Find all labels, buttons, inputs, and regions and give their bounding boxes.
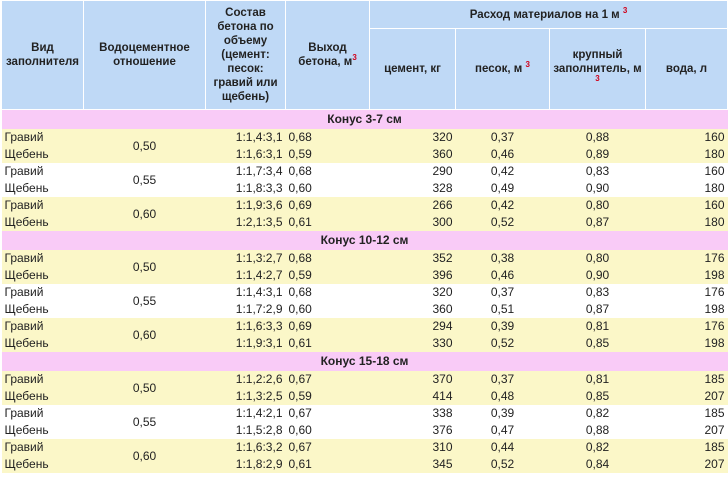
cell-cement: 330 xyxy=(370,335,456,352)
cell-yield: 0,68 xyxy=(286,250,370,267)
cell-mix: 1:1,6:3,3 xyxy=(206,318,286,335)
cell-sand: 0,42 xyxy=(456,163,550,180)
cell-yield: 0,67 xyxy=(286,439,370,456)
cell-water: 207 xyxy=(646,456,728,473)
cell-coarse: 0,85 xyxy=(550,388,646,405)
cell-cement: 338 xyxy=(370,405,456,422)
table-row xyxy=(2,439,728,456)
cell-sand: 0,48 xyxy=(456,388,550,405)
cell-sand: 0,51 xyxy=(456,301,550,318)
cell-wc-ratio: 0,50 xyxy=(84,250,206,284)
cell-type: Гравий xyxy=(2,371,84,388)
cell-type: Щебень xyxy=(2,180,84,197)
cell-coarse: 0,84 xyxy=(550,456,646,473)
cell-cement: 320 xyxy=(370,284,456,301)
cell-mix: 1:1,7:3,4 xyxy=(206,163,286,180)
cell-cement: 310 xyxy=(370,439,456,456)
cell-yield: 0,68 xyxy=(286,129,370,146)
cell-mix: 1:1,3:2,7 xyxy=(206,250,286,267)
cell-yield: 0,59 xyxy=(286,388,370,405)
cell-mix: 1:1,9:3,1 xyxy=(206,335,286,352)
cell-water: 207 xyxy=(646,388,728,405)
cell-sand: 0,39 xyxy=(456,405,550,422)
header-yield: Выход бетона, $м^3$ xyxy=(286,1,370,110)
cell-mix: 1:1,2:2,6 xyxy=(206,371,286,388)
cell-yield: 0,60 xyxy=(286,301,370,318)
cell-cement: 352 xyxy=(370,250,456,267)
cell-cement: 320 xyxy=(370,129,456,146)
cell-water: 160 xyxy=(646,163,728,180)
cell-yield: 0,69 xyxy=(286,197,370,214)
cell-wc-ratio: 0,55 xyxy=(84,163,206,197)
cell-water: 185 xyxy=(646,439,728,456)
cell-mix: 1:1,4:2,7 xyxy=(206,267,286,284)
cell-coarse: 0,80 xyxy=(550,250,646,267)
cell-type: Щебень xyxy=(2,267,84,284)
cell-sand: 0,46 xyxy=(456,146,550,163)
cell-yield: 0,67 xyxy=(286,405,370,422)
cell-water: 198 xyxy=(646,267,728,284)
header-wc-ratio: Водоцементное отношение xyxy=(84,1,206,110)
cell-water: 176 xyxy=(646,284,728,301)
cell-cement: 294 xyxy=(370,318,456,335)
section-header xyxy=(2,231,728,250)
header-cement: цемент, кг xyxy=(370,29,456,110)
cell-type: Гравий xyxy=(2,250,84,267)
cell-sand: 0,47 xyxy=(456,422,550,439)
cell-cement: 360 xyxy=(370,301,456,318)
cell-water: 207 xyxy=(646,422,728,439)
cell-yield: 0,60 xyxy=(286,422,370,439)
cell-mix: 1:1,7:2,9 xyxy=(206,301,286,318)
cell-cement: 345 xyxy=(370,456,456,473)
cell-water: 180 xyxy=(646,180,728,197)
cell-cement: 266 xyxy=(370,197,456,214)
cell-cement: 376 xyxy=(370,422,456,439)
table-row xyxy=(2,197,728,214)
cell-water: 198 xyxy=(646,335,728,352)
header-materials-group: Расход материалов на 1 м $^3$ xyxy=(370,1,728,29)
cell-cement: 396 xyxy=(370,267,456,284)
cell-coarse: 0,87 xyxy=(550,301,646,318)
header-type: Вид заполнителя xyxy=(2,1,84,110)
cell-sand: 0,52 xyxy=(456,335,550,352)
cell-cement: 360 xyxy=(370,146,456,163)
cell-sand: 0,52 xyxy=(456,214,550,231)
cell-coarse: 0,87 xyxy=(550,214,646,231)
cell-yield: 0,61 xyxy=(286,456,370,473)
cell-type: Щебень xyxy=(2,146,84,163)
cell-mix: 1:1,6:3,1 xyxy=(206,146,286,163)
cell-type: Щебень xyxy=(2,335,84,352)
cell-water: 176 xyxy=(646,250,728,267)
cell-wc-ratio: 0,50 xyxy=(84,371,206,405)
cell-mix: 1:1,4:2,1 xyxy=(206,405,286,422)
table-row xyxy=(2,318,728,335)
section-title: Конус 10-12 см xyxy=(2,231,728,250)
cell-type: Гравий xyxy=(2,284,84,301)
cell-yield: 0,59 xyxy=(286,267,370,284)
cell-yield: 0,68 xyxy=(286,284,370,301)
cell-sand: 0,37 xyxy=(456,371,550,388)
cell-water: 185 xyxy=(646,371,728,388)
cell-water: 185 xyxy=(646,405,728,422)
cell-yield: 0,61 xyxy=(286,214,370,231)
cell-cement: 290 xyxy=(370,163,456,180)
cell-type: Щебень xyxy=(2,301,84,318)
cell-coarse: 0,80 xyxy=(550,197,646,214)
cell-cement: 370 xyxy=(370,371,456,388)
section-header xyxy=(2,352,728,371)
cell-cement: 414 xyxy=(370,388,456,405)
cell-type: Щебень xyxy=(2,422,84,439)
header-sand: песок, м $^3$ xyxy=(456,29,550,110)
cell-sand: 0,38 xyxy=(456,250,550,267)
table-row xyxy=(2,284,728,301)
table-row xyxy=(2,250,728,267)
cell-coarse: 0,88 xyxy=(550,422,646,439)
cell-coarse: 0,89 xyxy=(550,146,646,163)
cell-water: 198 xyxy=(646,301,728,318)
cell-water: 160 xyxy=(646,129,728,146)
cell-type: Гравий xyxy=(2,197,84,214)
cell-water: 180 xyxy=(646,214,728,231)
header-water: вода, л xyxy=(646,29,728,110)
cell-yield: 0,61 xyxy=(286,335,370,352)
section-title: Конус 3-7 см xyxy=(2,110,728,130)
cell-yield: 0,68 xyxy=(286,163,370,180)
cell-type: Гравий xyxy=(2,439,84,456)
cell-water: 180 xyxy=(646,146,728,163)
cell-mix: 1:1,4:3,1 xyxy=(206,129,286,146)
cell-coarse: 0,83 xyxy=(550,284,646,301)
cell-wc-ratio: 0,55 xyxy=(84,284,206,318)
cell-wc-ratio: 0,60 xyxy=(84,318,206,352)
cell-wc-ratio: 0,55 xyxy=(84,405,206,439)
section-title: Конус 15-18 см xyxy=(2,352,728,371)
cell-cement: 328 xyxy=(370,180,456,197)
cell-type: Гравий xyxy=(2,318,84,335)
concrete-mix-table xyxy=(1,0,728,473)
cell-coarse: 0,90 xyxy=(550,180,646,197)
cell-mix: 1:1,4:3,1 xyxy=(206,284,286,301)
cell-sand: 0,42 xyxy=(456,197,550,214)
cell-wc-ratio: 0,50 xyxy=(84,129,206,163)
cell-coarse: 0,90 xyxy=(550,267,646,284)
cell-water: 160 xyxy=(646,197,728,214)
table-row xyxy=(2,405,728,422)
cell-yield: 0,67 xyxy=(286,371,370,388)
cell-sand: 0,46 xyxy=(456,267,550,284)
section-header xyxy=(2,110,728,130)
cell-sand: 0,49 xyxy=(456,180,550,197)
cell-type: Гравий xyxy=(2,163,84,180)
cell-mix: 1:1,6:3,2 xyxy=(206,439,286,456)
cell-sand: 0,44 xyxy=(456,439,550,456)
cell-mix: 1:1,8:3,3 xyxy=(206,180,286,197)
header-coarse: крупный заполнитель, м $^3$ xyxy=(550,29,646,110)
cell-sand: 0,52 xyxy=(456,456,550,473)
cell-mix: 1:1,3:2,5 xyxy=(206,388,286,405)
cell-type: Гравий xyxy=(2,405,84,422)
cell-type: Гравий xyxy=(2,129,84,146)
cell-coarse: 0,88 xyxy=(550,129,646,146)
cell-mix: 1:2,1:3,5 xyxy=(206,214,286,231)
table-row xyxy=(2,129,728,146)
cell-yield: 0,60 xyxy=(286,180,370,197)
cell-sand: 0,37 xyxy=(456,129,550,146)
cell-coarse: 0,83 xyxy=(550,163,646,180)
cell-water: 176 xyxy=(646,318,728,335)
cell-coarse: 0,81 xyxy=(550,371,646,388)
cell-yield: 0,59 xyxy=(286,146,370,163)
cell-coarse: 0,85 xyxy=(550,335,646,352)
cell-coarse: 0,82 xyxy=(550,405,646,422)
cell-type: Щебень xyxy=(2,456,84,473)
table-row xyxy=(2,163,728,180)
cell-sand: 0,37 xyxy=(456,284,550,301)
cell-mix: 1:1,9:3,6 xyxy=(206,197,286,214)
cell-wc-ratio: 0,60 xyxy=(84,439,206,473)
cell-mix: 1:1,8:2,9 xyxy=(206,456,286,473)
cell-yield: 0,69 xyxy=(286,318,370,335)
cell-coarse: 0,81 xyxy=(550,318,646,335)
cell-wc-ratio: 0,60 xyxy=(84,197,206,231)
cell-cement: 300 xyxy=(370,214,456,231)
cell-sand: 0,39 xyxy=(456,318,550,335)
header-mix: Состав бетона по объему (цемент: песок: гравий или щебень) xyxy=(206,1,286,110)
cell-type: Щебень xyxy=(2,388,84,405)
cell-type: Щебень xyxy=(2,214,84,231)
cell-coarse: 0,82 xyxy=(550,439,646,456)
table-row xyxy=(2,371,728,388)
cell-mix: 1:1,5:2,8 xyxy=(206,422,286,439)
